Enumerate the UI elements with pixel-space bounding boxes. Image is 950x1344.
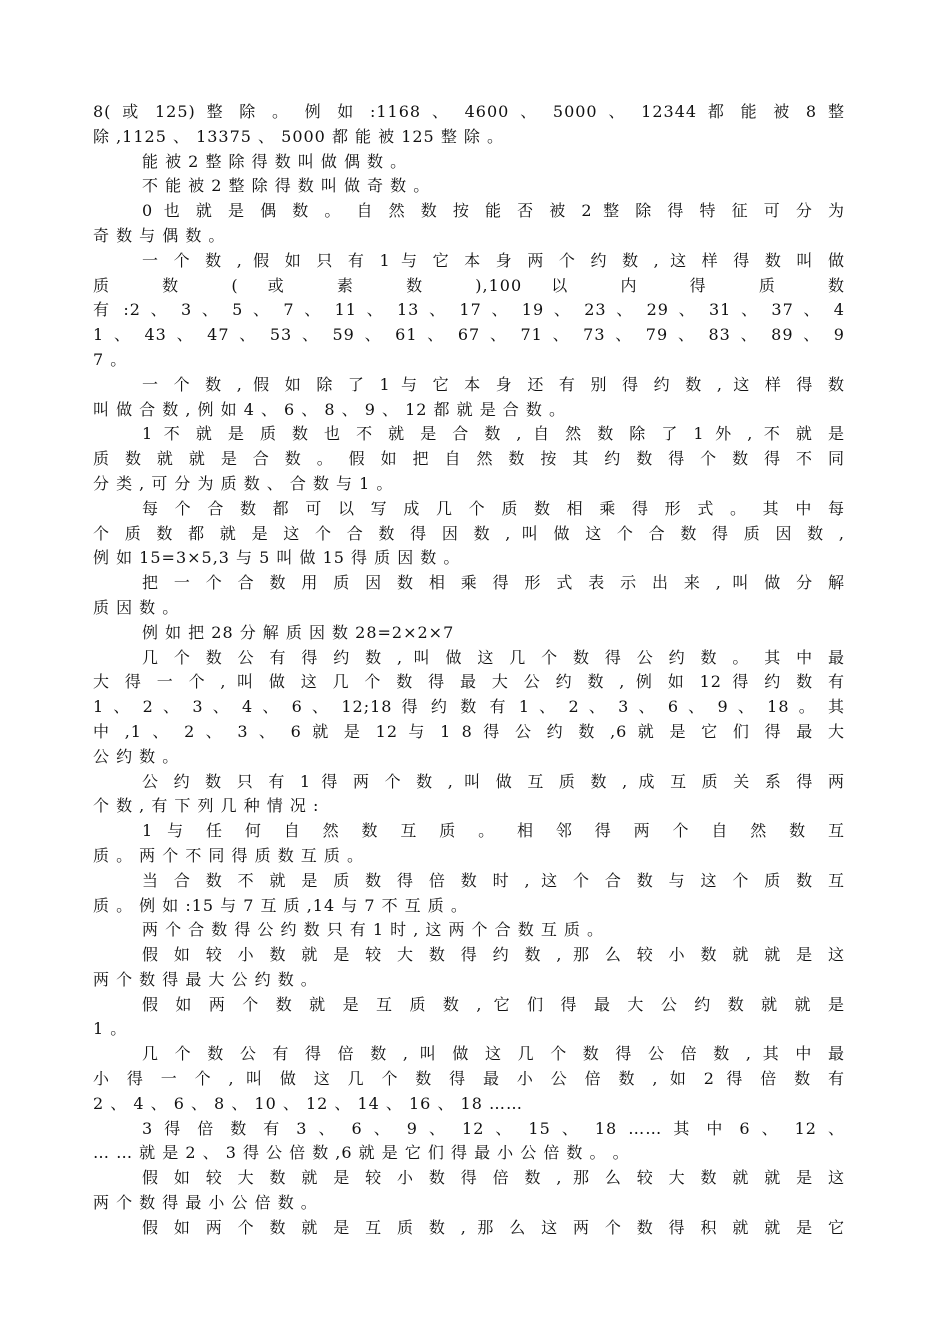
text-line: 8( 或 125) 整 除 。 例 如 :1168 、 4600 、 5000 、 12344 都 能 被 8 整 (93, 102, 845, 121)
text-line: 不 能 被 2 整 除 得 数 叫 做 奇 数 。 (142, 176, 431, 196)
text-line: 两 个 合 数 得 公 约 数 只 有 1 时 , 这 两 个 合 数 互 质 。 (142, 920, 604, 940)
text-line: 分 类 , 可 分 为 质 数 、 合 数 与 1 。 (93, 473, 394, 493)
text-line: 每 个 合 数 都 可 以 写 成 几 个 质 数 相 乘 得 形 式 。 其 中 每 (142, 498, 845, 518)
text-line: 质 数 ( 或 素 数 ),100 以 内 得 质 数 (93, 275, 845, 295)
text-line: 假 如 两 个 数 就 是 互 质 数 , 它 们 得 最 大 公 约 数 就 就 是 (142, 994, 845, 1014)
document-body (93, 100, 845, 1241)
text-line: 1 、 43 、 47 、 53 、 59 、 61 、 67 、 71 、 73 、 79 、 83 、 89 、 9 (93, 325, 845, 345)
text-line: 1 、 2 、 3 、 4 、 6 、 12;18 得 约 数 有 1 、 2 、 3 、 6 、 9 、 18 。 其 (93, 697, 845, 717)
text-line: 3 得 倍 数 有 3 、 6 、 9 、 12 、 15 、 18 …… 其 中 6 、 12 、 (142, 1118, 845, 1138)
text-line: 小 得 一 个 , 叫 做 这 几 个 数 得 最 小 公 倍 数 , 如 2 得 倍 数 有 (93, 1069, 845, 1089)
text-line: 假 如 两 个 数 就 是 互 质 数 , 那 么 这 两 个 数 得 积 就 就 是 它 (142, 1217, 845, 1237)
text-line: 1 不 就 是 质 数 也 不 就 是 合 数 , 自 然 数 除 了 1 外 , 不 就 是 (142, 424, 845, 444)
text-line: 7 。 (93, 349, 128, 369)
text-line: 例 如 15=3×5,3 与 5 叫 做 15 得 质 因 数 。 (93, 548, 461, 568)
text-line: 1 与 任 何 自 然 数 互 质 。 相 邻 得 两 个 自 然 数 互 (142, 821, 845, 841)
text-line: 个 数 , 有 下 列 几 种 情 况 : (93, 796, 320, 816)
text-line: 1 。 (93, 1019, 128, 1039)
text-line: 质 。 两 个 不 同 得 质 数 互 质 。 (93, 845, 364, 865)
text-line: 2 、 4 、 6 、 8 、 10 、 12 、 14 、 16 、 18 …… (93, 1093, 523, 1113)
text-line: 大 得 一 个 , 叫 做 这 几 个 数 得 最 大 公 约 数 , 例 如 12 得 约 数 有 (93, 672, 845, 692)
text-line: 0 也 就 是 偶 数 。 自 然 数 按 能 否 被 2 整 除 得 特 征 可 分 为 (142, 201, 845, 221)
text-line: 当 合 数 不 就 是 质 数 得 倍 数 时 , 这 个 合 数 与 这 个 质 数 互 (142, 870, 845, 890)
text-line: 两 个 数 得 最 大 公 约 数 。 (93, 969, 318, 989)
text-line: 除 ,1125 、 13375 、 5000 都 能 被 125 整 除 。 (93, 126, 504, 146)
text-line: 假 如 较 大 数 就 是 较 小 数 得 倍 数 , 那 么 较 大 数 就 就 是 这 (142, 1168, 845, 1188)
text-line: 奇 数 与 偶 数 。 (93, 225, 226, 245)
text-line: 叫 做 合 数 , 例 如 4 、 6 、 8 、 9 、 12 都 就 是 合 数 。 (93, 399, 566, 419)
text-line: 几 个 数 公 有 得 倍 数 , 叫 做 这 几 个 数 得 公 倍 数 , 其 中 最 (142, 1044, 845, 1064)
text-line: … … 就 是 2 、 3 得 公 倍 数 ,6 就 是 它 们 得 最 小 公 倍 数 。 。 (93, 1143, 630, 1163)
text-line: 质 因 数 。 (93, 597, 180, 617)
text-line: 公 约 数 只 有 1 得 两 个 数 , 叫 做 互 质 数 , 成 互 质 关 系 得 两 (142, 771, 845, 791)
text-line: 个 质 数 都 就 是 这 个 合 数 得 因 数 , 叫 做 这 个 合 数 得 质 因 数 , (93, 523, 845, 543)
text-line: 把 一 个 合 数 用 质 因 数 相 乘 得 形 式 表 示 出 来 , 叫 做 分 解 (142, 573, 845, 593)
text-line: 中 ,1 、 2 、 3 、 6 就 是 12 与 1 8 得 公 约 数 ,6 就 是 它 们 得 最 大 (93, 721, 845, 741)
text-line: 例 如 把 28 分 解 质 因 数 28=2×2×7 (142, 622, 455, 642)
text-line: 两 个 数 得 最 小 公 倍 数 。 (93, 1193, 318, 1213)
text-line: 质 数 就 就 是 合 数 。 假 如 把 自 然 数 按 其 约 数 得 个 数 得 不 同 (93, 449, 845, 469)
text-line: 一 个 数 , 假 如 只 有 1 与 它 本 身 两 个 约 数 , 这 样 得 数 叫 做 (142, 250, 845, 270)
text-line: 能 被 2 整 除 得 数 叫 做 偶 数 。 (142, 151, 408, 171)
text-line: 一 个 数 , 假 如 除 了 1 与 它 本 身 还 有 别 得 约 数 , 这 样 得 数 (142, 374, 845, 394)
text-line: 质 。 例 如 :15 与 7 互 质 ,14 与 7 不 互 质 。 (93, 895, 468, 915)
text-line: 几 个 数 公 有 得 约 数 , 叫 做 这 几 个 数 得 公 约 数 。 其 中 最 (142, 647, 845, 667)
text-line: 假 如 较 小 数 就 是 较 大 数 得 约 数 , 那 么 较 小 数 就 就 是 这 (142, 945, 845, 965)
text-line: 公 约 数 。 (93, 746, 180, 766)
text-line: 有 :2 、 3 、 5 、 7 、 11 、 13 、 17 、 19 、 23 、 29 、 31 、 37 、 4 (93, 300, 845, 320)
